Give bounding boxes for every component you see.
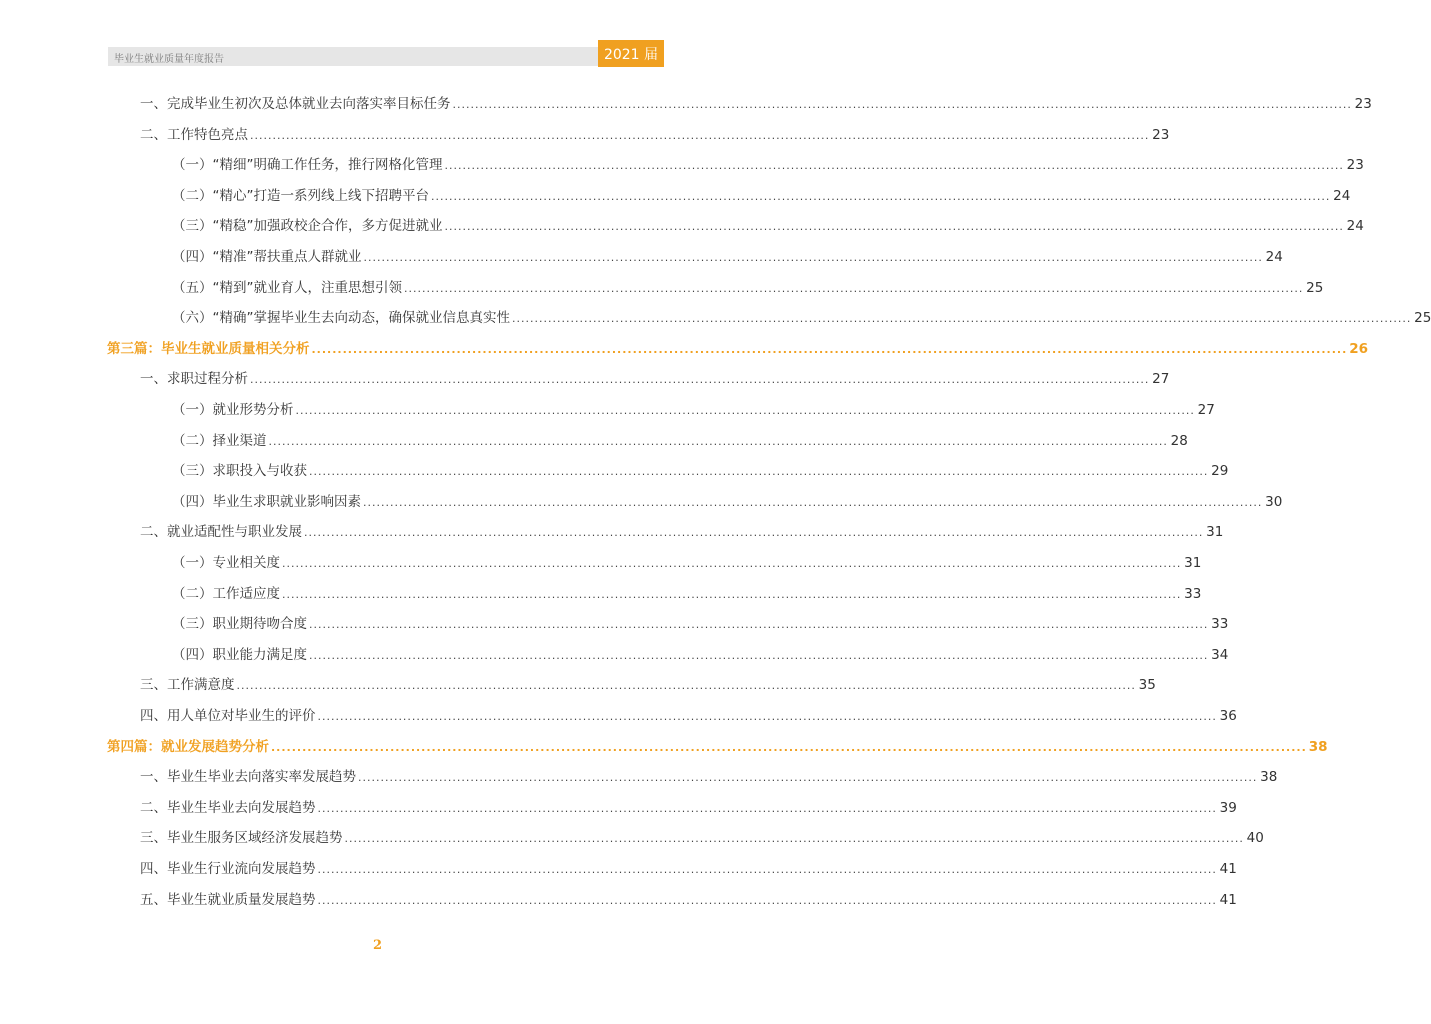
toc-entry[interactable]: [140, 765, 1278, 789]
toc-part-heading[interactable]: [107, 735, 1328, 759]
toc-leader-dots: ........................................................................................................................................................................................................: [236, 679, 1136, 693]
toc-entry[interactable]: [140, 704, 1237, 728]
toc-entry[interactable]: [140, 888, 1237, 912]
toc-entry[interactable]: [172, 398, 1215, 422]
toc-entry[interactable]: [140, 673, 1156, 697]
toc-entry-page: 24: [1333, 187, 1351, 204]
toc-leader-dots: ........................................................................................................................................................................................................: [363, 495, 1263, 509]
toc-entry-label: 四、毕业生行业流向发展趋势: [140, 861, 316, 877]
toc-entry-label: （一）专业相关度: [172, 555, 280, 571]
toc-entry-label: 二、毕业生毕业去向发展趋势: [140, 799, 316, 816]
toc-entry-page: 31: [1184, 555, 1202, 571]
toc-entry-page: 25: [1306, 279, 1324, 296]
toc-entry-page: 28: [1170, 432, 1188, 449]
toc-leader-dots: ........................................................................................................................................................................................................: [309, 618, 1209, 632]
toc-leader-dots: ........................................................................................................................................................................................................: [404, 281, 1304, 295]
toc-entry-label: （四）毕业生求职就业影响因素: [172, 493, 361, 510]
toc-leader-dots: ........................................................................................................................................................................................................: [250, 128, 1150, 142]
toc-entry[interactable]: [172, 459, 1229, 483]
toc-leader-dots: ........................................................................................................................................................................................................: [271, 740, 1307, 754]
toc-leader-dots: ........................................................................................................................................................................................................: [311, 342, 1348, 356]
toc-leader-dots: ........................................................................................................................................................................................................: [317, 893, 1217, 907]
toc-leader-dots: ........................................................................................................................................................................................................: [452, 98, 1352, 111]
toc-entry-label: 一、求职过程分析: [140, 371, 248, 388]
toc-entry-label: （三）“精稳”加强政校企合作，多方促进就业: [172, 218, 443, 235]
toc-leader-dots: ........................................................................................................................................................................................................: [317, 863, 1217, 876]
toc-entry-label: 二、就业适配性与职业发展: [140, 524, 302, 541]
toc-entry[interactable]: [140, 520, 1224, 544]
toc-part-heading[interactable]: [107, 337, 1369, 361]
toc-entry-label: （六）“精确”掌握毕业生去向动态，确保就业信息真实性: [172, 310, 510, 327]
toc-leader-dots: ........................................................................................................................................................................................................: [309, 465, 1209, 479]
toc-entry[interactable]: [140, 367, 1170, 391]
toc-entry[interactable]: [140, 92, 1372, 116]
toc-entry-page: 33: [1184, 585, 1202, 602]
toc-entry-page: 41: [1219, 891, 1237, 908]
toc-leader-dots: ........................................................................................................................................................................................................: [282, 557, 1182, 570]
toc-entry-page: 31: [1206, 524, 1224, 541]
toc-entry-page: 34: [1211, 646, 1229, 663]
toc-leader-dots: ........................................................................................................................................................................................................: [317, 710, 1217, 723]
year-badge: 2021 届: [598, 40, 664, 67]
toc-entry-page: 38: [1260, 769, 1278, 786]
toc-entry[interactable]: [172, 643, 1229, 667]
toc-leader-dots: ........................................................................................................................................................................................................: [282, 587, 1182, 601]
toc-entry[interactable]: [140, 826, 1264, 850]
toc-leader-dots: ........................................................................................................................................................................................................: [250, 373, 1150, 387]
toc-entry-label: （一）“精细”明确工作任务，推行网格化管理: [172, 157, 443, 174]
toc-entry-page: 27: [1197, 402, 1215, 418]
toc-entry-page: 25: [1414, 310, 1431, 327]
toc-entry-page: 29: [1211, 463, 1229, 480]
toc-entry-label: 四、用人单位对毕业生的评价: [140, 708, 316, 724]
toc-entry-label: （三）职业期待吻合度: [172, 616, 307, 633]
toc-entry-label: （四）职业能力满足度: [172, 646, 307, 663]
toc-leader-dots: ........................................................................................................................................................................................................: [295, 404, 1195, 417]
toc-entry[interactable]: [140, 123, 1170, 147]
toc-entry-page: 23: [1346, 157, 1364, 174]
report-header-bar: [108, 47, 598, 66]
toc-entry-label: 三、工作满意度: [140, 677, 235, 694]
toc-entry[interactable]: [172, 184, 1351, 208]
toc-leader-dots: ........................................................................................................................................................................................................: [512, 312, 1412, 326]
toc-entry[interactable]: [172, 245, 1283, 269]
toc-entry[interactable]: [140, 796, 1237, 820]
toc-entry-label: （三）求职投入与收获: [172, 463, 307, 480]
toc-leader-dots: ........................................................................................................................................................................................................: [344, 832, 1244, 846]
toc-leader-dots: ........................................................................................................................................................................................................: [304, 526, 1204, 540]
toc-entry-page: 27: [1152, 371, 1170, 388]
toc-entry-page: 36: [1219, 708, 1237, 724]
toc-entry-page: 35: [1138, 677, 1156, 694]
toc-entry-page: 23: [1152, 126, 1170, 143]
toc-leader-dots: ........................................................................................................................................................................................................: [358, 771, 1258, 785]
toc-entry-label: （二）择业渠道: [172, 432, 267, 449]
toc-entry-page: 26: [1349, 340, 1369, 357]
toc-leader-dots: ........................................................................................................................................................................................................: [317, 801, 1217, 815]
toc-entry-label: 二、工作特色亮点: [140, 126, 248, 143]
toc-entry[interactable]: [172, 276, 1324, 300]
toc-entry-page: 39: [1219, 799, 1237, 816]
page-number: 2: [372, 938, 383, 953]
toc-entry[interactable]: [172, 429, 1188, 453]
toc-entry-label: 五、毕业生就业质量发展趋势: [140, 891, 316, 908]
toc-leader-dots: ........................................................................................................................................................................................................: [268, 434, 1168, 448]
toc-entry-label: （五）“精到”就业育人，注重思想引领: [172, 279, 402, 296]
toc-entry[interactable]: [140, 857, 1237, 881]
toc-entry[interactable]: [172, 612, 1229, 636]
toc-leader-dots: ........................................................................................................................................................................................................: [444, 159, 1344, 173]
toc-entry-page: 33: [1211, 616, 1229, 633]
toc-entry[interactable]: [172, 306, 1431, 330]
toc-entry[interactable]: [172, 582, 1202, 606]
toc-entry[interactable]: [172, 551, 1202, 575]
toc-leader-dots: ........................................................................................................................................................................................................: [444, 220, 1344, 234]
toc-entry-label: （二）工作适应度: [172, 585, 280, 602]
toc-entry-page: 40: [1246, 830, 1264, 847]
toc-entry-page: 30: [1265, 493, 1283, 510]
toc-entry-label: （四）“精准”帮扶重点人群就业: [172, 249, 362, 265]
toc-leader-dots: ........................................................................................................................................................................................................: [363, 251, 1263, 264]
toc-entry-page: 24: [1265, 249, 1283, 265]
toc-entry-label: （二）“精心”打造一系列线上线下招聘平台: [172, 187, 429, 204]
toc-entry[interactable]: [172, 490, 1283, 514]
toc-entry-label: 一、完成毕业生初次及总体就业去向落实率目标任务: [140, 96, 451, 112]
toc-entry[interactable]: [172, 153, 1364, 177]
report-title: 毕业生就业质量年度报告: [114, 54, 224, 65]
toc-entry-label: 一、毕业生毕业去向落实率发展趋势: [140, 769, 356, 786]
toc-entry[interactable]: [172, 214, 1364, 238]
toc-entry-label: 第三篇：毕业生就业质量相关分析: [107, 340, 310, 357]
toc-entry-page: 23: [1354, 96, 1372, 112]
toc-leader-dots: ........................................................................................................................................................................................................: [309, 648, 1209, 662]
toc-entry-label: 三、毕业生服务区域经济发展趋势: [140, 830, 343, 847]
toc-entry-label: 第四篇：就业发展趋势分析: [107, 738, 269, 755]
toc-entry-label: （一）就业形势分析: [172, 402, 294, 418]
toc-entry-page: 41: [1219, 861, 1237, 877]
toc-entry-page: 38: [1308, 738, 1328, 755]
toc-leader-dots: ........................................................................................................................................................................................................: [431, 189, 1331, 203]
toc-entry-page: 24: [1346, 218, 1364, 235]
